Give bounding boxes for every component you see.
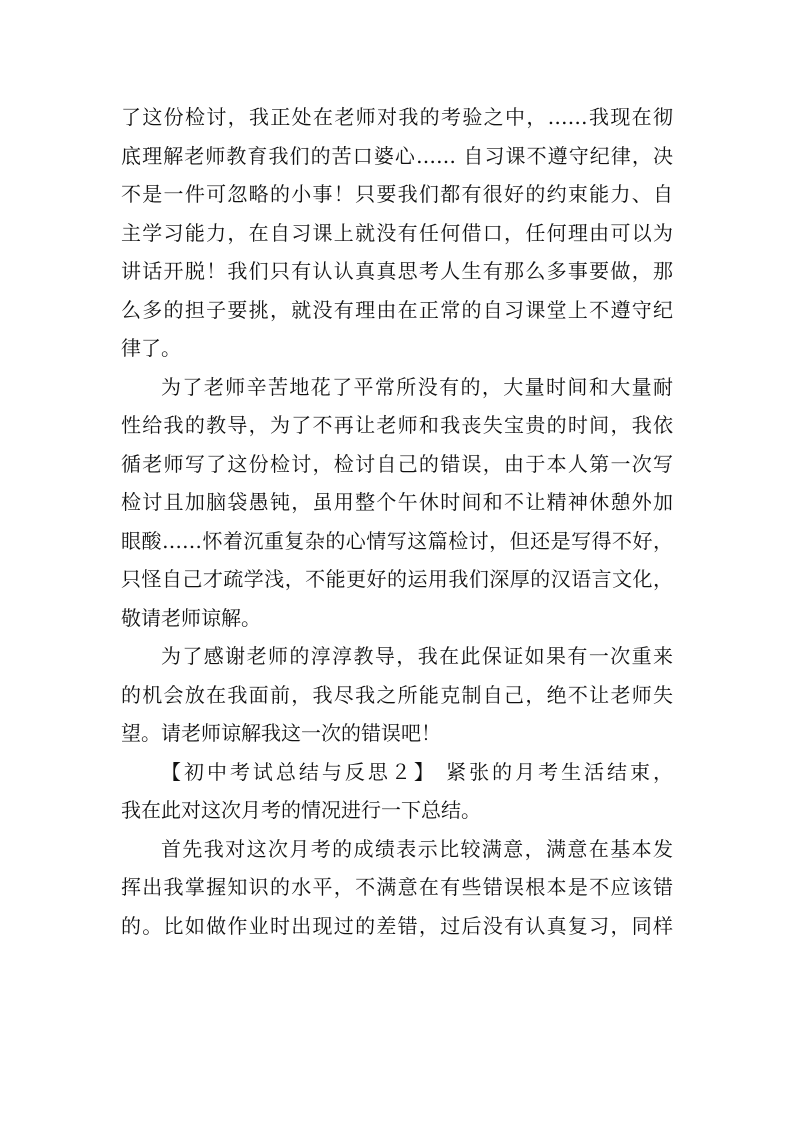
text-line: 挥出我掌握知识的水平，不满意在有些错误根本是不应该错: [121, 875, 673, 899]
text-line: 了这份检讨，我正处在老师对我的考验之中，……我现在彻: [121, 105, 673, 129]
document-body: [121, 98, 673, 945]
section-heading-line: 【初中考试总结与反思２】 紧张的月考生活结束，: [161, 759, 673, 784]
text-line: 循老师写了这份检讨，检讨自己的错误，由于本人第一次写: [121, 451, 673, 476]
text-line: 只怪自己才疏学浅，不能更好的运用我们深厚的汉语言文化，: [121, 567, 673, 591]
text-line: 眼酸……怀着沉重复杂的心情写这篇检讨，但还是写得不好，: [121, 528, 673, 553]
text-line: 为了老师辛苦地花了平常所没有的，大量时间和大量耐: [161, 374, 673, 399]
text-line: 敬请老师谅解。: [121, 605, 261, 630]
text-line: 性给我的教导，为了不再让老师和我丧失宝贵的时间，我依: [121, 413, 673, 437]
text-line: 的机会放在我面前，我尽我之所能克制自己，绝不让老师失: [121, 682, 673, 707]
text-line: 律了。: [121, 336, 181, 360]
text-line: 的。比如做作业时出现过的差错，过后没有认真复习，同样: [121, 913, 673, 938]
text-line: 首先我对这次月考的成绩表示比较满意，满意在基本发: [161, 836, 673, 861]
text-line: 我在此对这次月考的情况进行一下总结。: [121, 798, 481, 822]
text-line: 不是一件可忽略的小事！只要我们都有很好的约束能力、自: [121, 182, 673, 206]
text-line: 检讨且加脑袋愚钝，虽用整个午休时间和不让精神休憩外加: [121, 490, 673, 514]
text-line: 为了感谢老师的淳淳教导，我在此保证如果有一次重来: [161, 644, 673, 668]
text-line: 望。请老师谅解我这一次的错误吧！: [121, 721, 441, 745]
text-line: 讲话开脱！我们只有认认真真思考人生有那么多事要做，那: [121, 259, 673, 283]
text-line: 么多的担子要挑，就没有理由在正常的自习课堂上不遵守纪: [121, 297, 673, 322]
text-line: 主学习能力，在自习课上就没有任何借口，任何理由可以为: [121, 220, 673, 245]
text-line: 底理解老师教育我们的苦口婆心…… 自习课不遵守纪律，决: [121, 143, 673, 168]
